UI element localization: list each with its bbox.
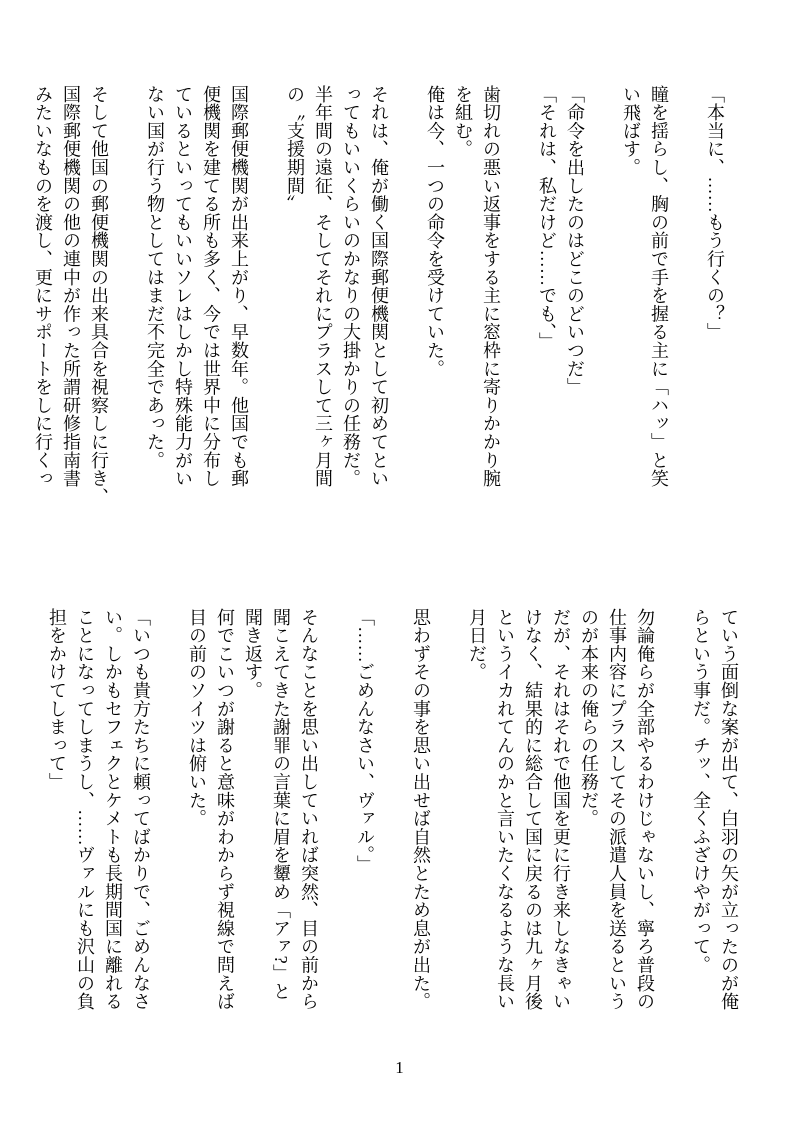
paragraph-group [421, 85, 505, 505]
text-line: けなく、結果的に総合して国に戻るのは九ヶ月後 [523, 608, 543, 1011]
text-line: 半年間の遠征、そしてそれにプラスして三ヶ月間 [313, 85, 333, 488]
paragraph-group [183, 608, 323, 1028]
text-line: のが本来の俺らの任務だ。 [579, 608, 599, 828]
top-text-block [29, 85, 729, 505]
text-line: い。しかもセフェクとケメトも長期間国に離れる [103, 608, 123, 1011]
text-line: 俺は今、一つの命令を受けていた。 [425, 85, 445, 378]
text-line: ことになってしまうし、……ヴァルにも沢山の負 [75, 608, 95, 1011]
page-number: 1 [395, 1058, 404, 1077]
text-line: 勿論俺らが全部やるわけじゃないし、寧ろ普段の [635, 608, 655, 1011]
text-line: 聞き返す。 [243, 608, 263, 700]
text-line: 「いつも貴方たちに頼ってばかりで、ごめんなさ [131, 608, 151, 1011]
text-line: の〝支援期間〟 [285, 85, 305, 214]
text-line: それは、俺が働く国際郵便機関として初めてとい [369, 85, 389, 488]
text-line: を組む。 [453, 85, 473, 159]
text-line: 月日だ。 [467, 608, 487, 682]
paragraph-group [29, 85, 113, 505]
text-line: 聞こえてきた謝罪の言葉に眉を顰め「アァ?」と [271, 608, 291, 1001]
paragraph-group [701, 85, 729, 505]
text-line: そんなことを思い出していれば突然、目の前から [299, 608, 319, 1011]
text-line: というイカれてんのかと言いたくなるような長い [495, 608, 515, 1011]
text-line: 「命令を出したのはどこのどいつだ」 [565, 85, 585, 397]
text-line: 国際郵便機関の他の連中が作った所謂研修指南書 [61, 85, 81, 488]
bottom-text-block [43, 608, 743, 1028]
text-line: 担をかけてしまって」 [47, 608, 67, 791]
text-line: 何でこいつが謝ると意味がわからず視線で問えば [215, 608, 235, 1011]
text-line: だが、それはそれで他国を更に行き来しなきゃい [551, 608, 571, 1011]
text-line: みたいなものを渡し、更にサポートをしに行くっ [33, 85, 53, 488]
text-line: そして他国の郵便機関の出来具合を視察しに行き、 [89, 85, 109, 506]
text-line: 「本当に、……もう行くの？」 [705, 85, 725, 342]
paragraph-group [533, 85, 589, 505]
text-line: ていう面倒な案が出て、白羽の矢が立ったのが俺 [719, 608, 739, 1011]
text-line: 思わずその事を思い出せば自然とため息が出た。 [411, 608, 431, 1011]
paragraph-group [141, 85, 253, 505]
paragraph-group [351, 608, 379, 1028]
text-line: 仕事内容にプラスしてその派遣人員を送るという [607, 608, 627, 1011]
text-line: ない国が行う物としてはまだ不完全であった。 [145, 85, 165, 470]
text-line: 「それは、私だけど……でも、」 [537, 85, 557, 351]
paragraph-group [407, 608, 435, 1028]
text-line: 便機関を建てる所も多く、今では世界中に分布し [201, 85, 221, 488]
text-line: ってもいいくらいのかなりの大掛かりの任務だ。 [341, 85, 361, 488]
text-line: 国際郵便機関が出来上がり、早数年。他国でも郵 [229, 85, 249, 488]
paragraph-group [43, 608, 155, 1028]
text-line: らという事だ。チッ、全くふざけやがって。 [691, 608, 711, 974]
paragraph-group [463, 608, 659, 1028]
text-line: い飛ばす。 [621, 85, 641, 177]
text-line: 「……ごめんなさい、ヴァル。」 [355, 608, 375, 874]
text-line: 歯切れの悪い返事をする主に窓枠に寄りかかり腕 [481, 85, 501, 488]
text-line: 目の前のソイツは俯いた。 [187, 608, 207, 828]
text-line: ているといってもいいソレはしかし特殊能力がい [173, 85, 193, 488]
text-line: 瞳を揺らし、胸の前で手を握る主に「ハッ」と笑 [649, 85, 669, 488]
paragraph-group [281, 85, 393, 505]
paragraph-group [617, 85, 673, 505]
paragraph-group [687, 608, 743, 1028]
